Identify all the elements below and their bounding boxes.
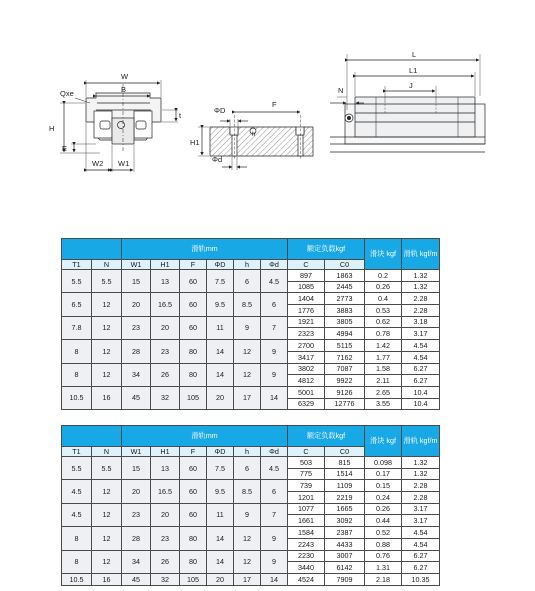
cell-phi-d-upper: 7.5 [207,457,234,480]
cell-rail-weight: 2.28 [402,293,440,305]
dim-b-label: B [121,85,127,94]
table-row [62,457,440,469]
col-phi-d-upper: ΦD [207,260,234,270]
cell-n: 12 [92,480,122,503]
cell-w1: 34 [122,363,151,386]
cell-f: 60 [180,480,207,503]
cell-c0: 3805 [325,316,365,328]
cell-c0: 7087 [325,363,365,375]
cell-h: 17 [234,386,261,409]
spec-table-1 [61,238,440,410]
table-row [62,386,440,398]
col-phi-d-upper: ΦD [207,447,234,457]
cell-phi-d-lower: 6 [261,480,288,503]
table2-blank-header [62,426,122,447]
cell-c0: 9126 [325,386,365,398]
cell-rail-weight: 1.32 [402,457,440,469]
cell-phi-d-upper: 7.5 [207,270,234,293]
cell-phi-d-upper: 9.5 [207,293,234,316]
cell-block-weight: 0.4 [365,293,402,305]
cell-h1: 20 [151,503,180,526]
cell-rail-weight: 1.32 [402,281,440,293]
table1-rail-weight-header: 滑轨 kgf/m [402,239,440,270]
cell-w1: 28 [122,527,151,550]
cell-c: 3417 [288,351,325,363]
cell-c: 3802 [288,363,325,375]
cell-phi-d-lower: 6 [261,293,288,316]
cell-f: 60 [180,270,207,293]
col-c: C [288,447,325,457]
dim-j-label: J [409,81,413,90]
cell-c: 4524 [288,573,325,585]
cell-rail-weight: 10.4 [402,398,440,410]
cell-phi-d-upper: 14 [207,550,234,573]
cell-w1: 20 [122,480,151,503]
cell-c: 1085 [288,281,325,293]
cell-h: 6 [234,270,261,293]
cell-n: 5.5 [92,457,122,480]
cell-phi-d-upper: 14 [207,363,234,386]
table-row [62,340,440,352]
cell-block-weight: 3.55 [365,398,402,410]
table2-body [62,457,440,586]
cell-c0: 5115 [325,340,365,352]
cell-block-weight: 0.53 [365,305,402,317]
dim-n-label: N [338,86,344,95]
cell-rail-weight: 1.32 [402,270,440,282]
cell-phi-d-lower: 7 [261,316,288,339]
spec-table-2 [61,425,440,586]
table-row [62,480,440,492]
dim-l1-label: L1 [409,66,418,75]
cell-t1: 5.5 [62,457,92,480]
cell-h1: 13 [151,270,180,293]
table1-block-weight-header: 滑块 kgf [365,239,402,270]
cell-c: 1404 [288,293,325,305]
cell-c: 3440 [288,562,325,574]
cell-h: 8.5 [234,293,261,316]
cell-c0: 3883 [325,305,365,317]
cell-t1: 10.5 [62,386,92,409]
cell-c: 5001 [288,386,325,398]
cell-c: 2323 [288,328,325,340]
cell-h: 12 [234,340,261,363]
dim-e-label: E [62,144,68,153]
cell-t1: 8 [62,550,92,573]
col-h1: H1 [151,447,180,457]
cell-c: 897 [288,270,325,282]
cell-c0: 1863 [325,270,365,282]
table1-rated-load-header: 额定负载kgf [288,239,365,260]
cell-rail-weight: 4.54 [402,527,440,539]
cell-c: 2700 [288,340,325,352]
cell-block-weight: 1.42 [365,340,402,352]
table2-block-weight-header: 滑块 kgf [365,426,402,457]
cell-c0: 3092 [325,515,365,527]
cell-c: 1921 [288,316,325,328]
table-row [62,550,440,562]
cell-h: 12 [234,527,261,550]
cell-f: 80 [180,550,207,573]
cell-rail-weight: 1.32 [402,468,440,480]
col-f: F [180,260,207,270]
cell-w1: 34 [122,550,151,573]
col-h1: H1 [151,260,180,270]
col-n: N [92,447,122,457]
cell-w1: 15 [122,457,151,480]
col-h: h [234,260,261,270]
cell-block-weight: 0.62 [365,316,402,328]
cell-n: 16 [92,573,122,585]
cell-phi-d-lower: 7 [261,503,288,526]
table-row [62,527,440,539]
col-phi-d-lower: Φd [261,447,288,457]
cell-f: 60 [180,316,207,339]
cell-block-weight: 0.78 [365,328,402,340]
col-n: N [92,260,122,270]
dim-w1-label: W1 [118,159,130,168]
col-w1: W1 [122,447,151,457]
cell-h1: 13 [151,457,180,480]
cell-rail-weight: 10.35 [402,573,440,585]
cell-rail-weight: 4.54 [402,538,440,550]
cell-phi-d-upper: 11 [207,316,234,339]
cell-rail-weight: 2.28 [402,480,440,492]
cell-rail-weight: 10.4 [402,386,440,398]
cell-phi-d-upper: 14 [207,340,234,363]
col-c: C [288,260,325,270]
cell-t1: 5.5 [62,270,92,293]
cell-t1: 6.5 [62,293,92,316]
cell-h1: 16.5 [151,480,180,503]
cell-block-weight: 0.88 [365,538,402,550]
table2-rail-mm-header: 滑轨mm [122,426,288,447]
cell-w1: 15 [122,270,151,293]
cell-c: 775 [288,468,325,480]
cell-n: 12 [92,340,122,363]
cell-block-weight: 2.18 [365,573,402,585]
cell-phi-d-lower: 14 [261,386,288,409]
cell-w1: 20 [122,293,151,316]
cell-c0: 3007 [325,550,365,562]
cell-f: 80 [180,363,207,386]
cell-c0: 2387 [325,527,365,539]
cell-rail-weight: 6.27 [402,375,440,387]
cell-w1: 28 [122,340,151,363]
col-f: F [180,447,207,457]
cell-block-weight: 0.24 [365,492,402,504]
table-row [62,293,440,305]
cell-f: 60 [180,503,207,526]
cell-block-weight: 0.26 [365,503,402,515]
cell-n: 12 [92,316,122,339]
cell-c: 2230 [288,550,325,562]
dim-f-label: F [272,100,277,109]
cell-n: 12 [92,363,122,386]
cell-f: 80 [180,527,207,550]
cell-c0: 1665 [325,503,365,515]
table2-rail-weight-header: 滑轨 kgf/m [402,426,440,457]
side-view [330,50,485,152]
cell-c0: 6142 [325,562,365,574]
cell-block-weight: 2.11 [365,375,402,387]
dim-h-label: H [49,124,55,133]
col-t1: T1 [62,447,92,457]
col-w1: W1 [122,260,151,270]
cell-rail-weight: 3.18 [402,316,440,328]
cell-block-weight: 0.76 [365,550,402,562]
cell-block-weight: 0.17 [365,468,402,480]
cell-block-weight: 1.31 [365,562,402,574]
cell-phi-d-upper: 20 [207,386,234,409]
cell-h1: 16.5 [151,293,180,316]
dim-phi-d-lower-label: Φd [212,155,223,164]
cell-rail-weight: 3.17 [402,503,440,515]
cell-h1: 26 [151,363,180,386]
cell-block-weight: 0.44 [365,515,402,527]
cell-phi-d-upper: 20 [207,573,234,585]
cell-rail-weight: 4.54 [402,351,440,363]
table1-rail-mm-header: 滑轨mm [122,239,288,260]
col-phi-d-lower: Φd [261,260,288,270]
table1-body [62,270,440,410]
cell-block-weight: 0.52 [365,527,402,539]
cell-h1: 26 [151,550,180,573]
cell-block-weight: 2.65 [365,386,402,398]
cell-c0: 7909 [325,573,365,585]
dim-qxe-label: Qxe [60,89,74,98]
cell-c0: 2445 [325,281,365,293]
cell-n: 5.5 [92,270,122,293]
col-h: h [234,447,261,457]
table-row [62,503,440,515]
cell-h1: 32 [151,386,180,409]
cell-n: 12 [92,503,122,526]
dim-h-small-label: h [252,132,256,138]
cell-w1: 23 [122,503,151,526]
dim-w2-label: W2 [92,159,104,168]
cell-rail-weight: 2.28 [402,492,440,504]
cell-h: 8.5 [234,480,261,503]
cell-f: 80 [180,340,207,363]
cell-c: 1776 [288,305,325,317]
cell-h1: 23 [151,527,180,550]
cell-f: 60 [180,457,207,480]
cell-h1: 32 [151,573,180,585]
cell-n: 12 [92,550,122,573]
cell-block-weight: 0.26 [365,281,402,293]
cell-n: 12 [92,293,122,316]
cell-phi-d-lower: 9 [261,550,288,573]
dim-l-label: L [412,50,417,59]
cell-h: 12 [234,550,261,573]
cell-rail-weight: 6.27 [402,550,440,562]
linear-guide-drawing [0,0,535,200]
cell-phi-d-lower: 4.5 [261,457,288,480]
cell-f: 105 [180,573,207,585]
cell-h1: 23 [151,340,180,363]
cell-c: 1201 [288,492,325,504]
cell-t1: 4.5 [62,480,92,503]
cell-rail-weight: 3.17 [402,328,440,340]
col-c0: C0 [325,260,365,270]
cell-phi-d-upper: 9.5 [207,480,234,503]
cell-phi-d-lower: 4.5 [261,270,288,293]
cell-c: 2243 [288,538,325,550]
cell-w1: 45 [122,573,151,585]
table-row [62,573,440,585]
table-row [62,270,440,282]
cell-t1: 4.5 [62,503,92,526]
cell-w1: 23 [122,316,151,339]
col-t1: T1 [62,260,92,270]
cell-c0: 2773 [325,293,365,305]
cell-phi-d-lower: 9 [261,363,288,386]
cell-t1: 8 [62,340,92,363]
cell-phi-d-lower: 14 [261,573,288,585]
cell-c0: 9922 [325,375,365,387]
cell-c0: 2219 [325,492,365,504]
cell-c: 503 [288,457,325,469]
cell-block-weight: 1.58 [365,363,402,375]
cell-n: 16 [92,386,122,409]
cell-c0: 4433 [325,538,365,550]
cell-t1: 8 [62,527,92,550]
cell-h1: 20 [151,316,180,339]
dim-phi-d-upper-label: ΦD [214,106,226,115]
cell-phi-d-lower: 9 [261,340,288,363]
table1-blank-header [62,239,122,260]
front-view [49,72,182,172]
dim-h1-label: H1 [190,138,200,147]
cell-phi-d-upper: 11 [207,503,234,526]
dim-t-label: t [179,111,182,120]
cell-rail-weight: 3.17 [402,515,440,527]
cell-rail-weight: 2.28 [402,305,440,317]
cell-w1: 45 [122,386,151,409]
table-row [62,363,440,375]
table2-rated-load-header: 额定负载kgf [288,426,365,447]
cell-c: 1584 [288,527,325,539]
cell-phi-d-upper: 14 [207,527,234,550]
cell-c: 4812 [288,375,325,387]
cell-f: 105 [180,386,207,409]
cell-rail-weight: 4.54 [402,340,440,352]
cell-c: 739 [288,480,325,492]
cell-c: 1661 [288,515,325,527]
cell-rail-weight: 6.27 [402,363,440,375]
table-row [62,316,440,328]
cell-n: 12 [92,527,122,550]
cell-block-weight: 0.15 [365,480,402,492]
cell-c0: 1109 [325,480,365,492]
cell-c: 6329 [288,398,325,410]
cell-rail-weight: 6.27 [402,562,440,574]
dim-w-label: W [121,72,129,81]
cell-t1: 10.5 [62,573,92,585]
cell-f: 60 [180,293,207,316]
cell-h: 17 [234,573,261,585]
cell-block-weight: 0.098 [365,457,402,469]
col-c0: C0 [325,447,365,457]
cell-h: 12 [234,363,261,386]
cell-c: 1077 [288,503,325,515]
cell-t1: 7.8 [62,316,92,339]
cell-h: 6 [234,457,261,480]
cell-phi-d-lower: 9 [261,527,288,550]
cell-c0: 12776 [325,398,365,410]
cell-block-weight: 0.2 [365,270,402,282]
cell-c0: 815 [325,457,365,469]
cell-block-weight: 1.77 [365,351,402,363]
rail-section-view [190,100,313,170]
cell-h: 9 [234,503,261,526]
cell-t1: 8 [62,363,92,386]
cell-h: 9 [234,316,261,339]
cell-c0: 7162 [325,351,365,363]
cell-c0: 1514 [325,468,365,480]
cell-c0: 4994 [325,328,365,340]
